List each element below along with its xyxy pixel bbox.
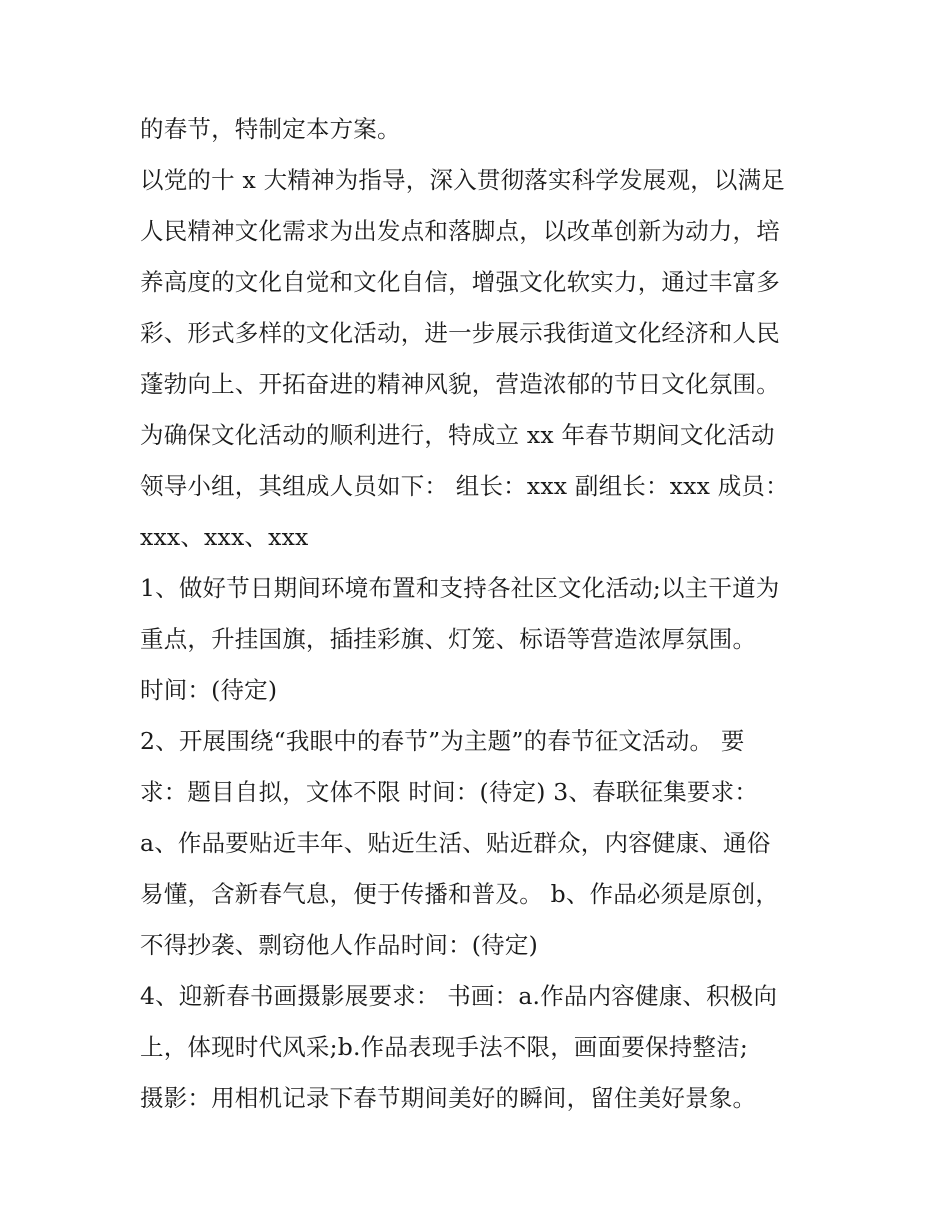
document-body — [140, 104, 830, 1124]
text-line: 求：题目自拟，文体不限 时间：(待定) 3、春联征集要求： — [140, 778, 759, 806]
text-line: 彩、形式多样的文化活动，进一步展示我街道文化经济和人民 — [140, 319, 780, 347]
text-line: 的春节，特制定本方案。 — [140, 115, 401, 143]
text-line: 易懂，含新春气息，便于传播和普及。 b、作品必须是原创， — [140, 880, 780, 908]
text-line: 以党的十 x 大精神为指导，深入贯彻落实科学发展观，以满足 — [140, 166, 785, 194]
text-line: 摄影：用相机记录下春节期间美好的瞬间，留住美好景象。 — [140, 1084, 757, 1112]
text-line: a、作品要贴近丰年、贴近生活、贴近群众，内容健康、通俗 — [140, 829, 771, 857]
text-line: 1、做好节日期间环境布置和支持各社区文化活动;以主干道为 — [140, 574, 780, 602]
text-line: 养高度的文化自觉和文化自信，增强文化软实力，通过丰富多 — [140, 268, 780, 296]
text-line: 上，体现时代风采;b.作品表现手法不限，画面要保持整洁; — [140, 1033, 748, 1061]
text-line: 不得抄袭、剽窃他人作品时间：(待定) — [140, 931, 538, 959]
text-line: 时间：(待定) — [140, 676, 278, 704]
text-line: 为确保文化活动的顺利进行，特成立 xx 年春节期间文化活动 — [140, 421, 775, 449]
text-line: 2、开展围绕“我眼中的春节”为主题”的春节征文活动。 要 — [140, 727, 745, 755]
text-line: 4、迎新春书画摄影展要求： 书画：a.作品内容健康、积极向 — [140, 982, 778, 1010]
text-line: 重点，升挂国旗，插挂彩旗、灯笼、标语等营造浓厚氛围。 — [140, 625, 757, 653]
text-line: 蓬勃向上、开拓奋进的精神风貌，营造浓郁的节日文化氛围。 — [140, 370, 780, 398]
text-line: 人民精神文化需求为出发点和落脚点，以改革创新为动力，培 — [140, 217, 780, 245]
text-line: 领导小组，其组成人员如下： 组长：xxx 副组长：xxx 成员： — [140, 472, 789, 500]
text-line: xxx、xxx、xxx — [140, 523, 309, 551]
